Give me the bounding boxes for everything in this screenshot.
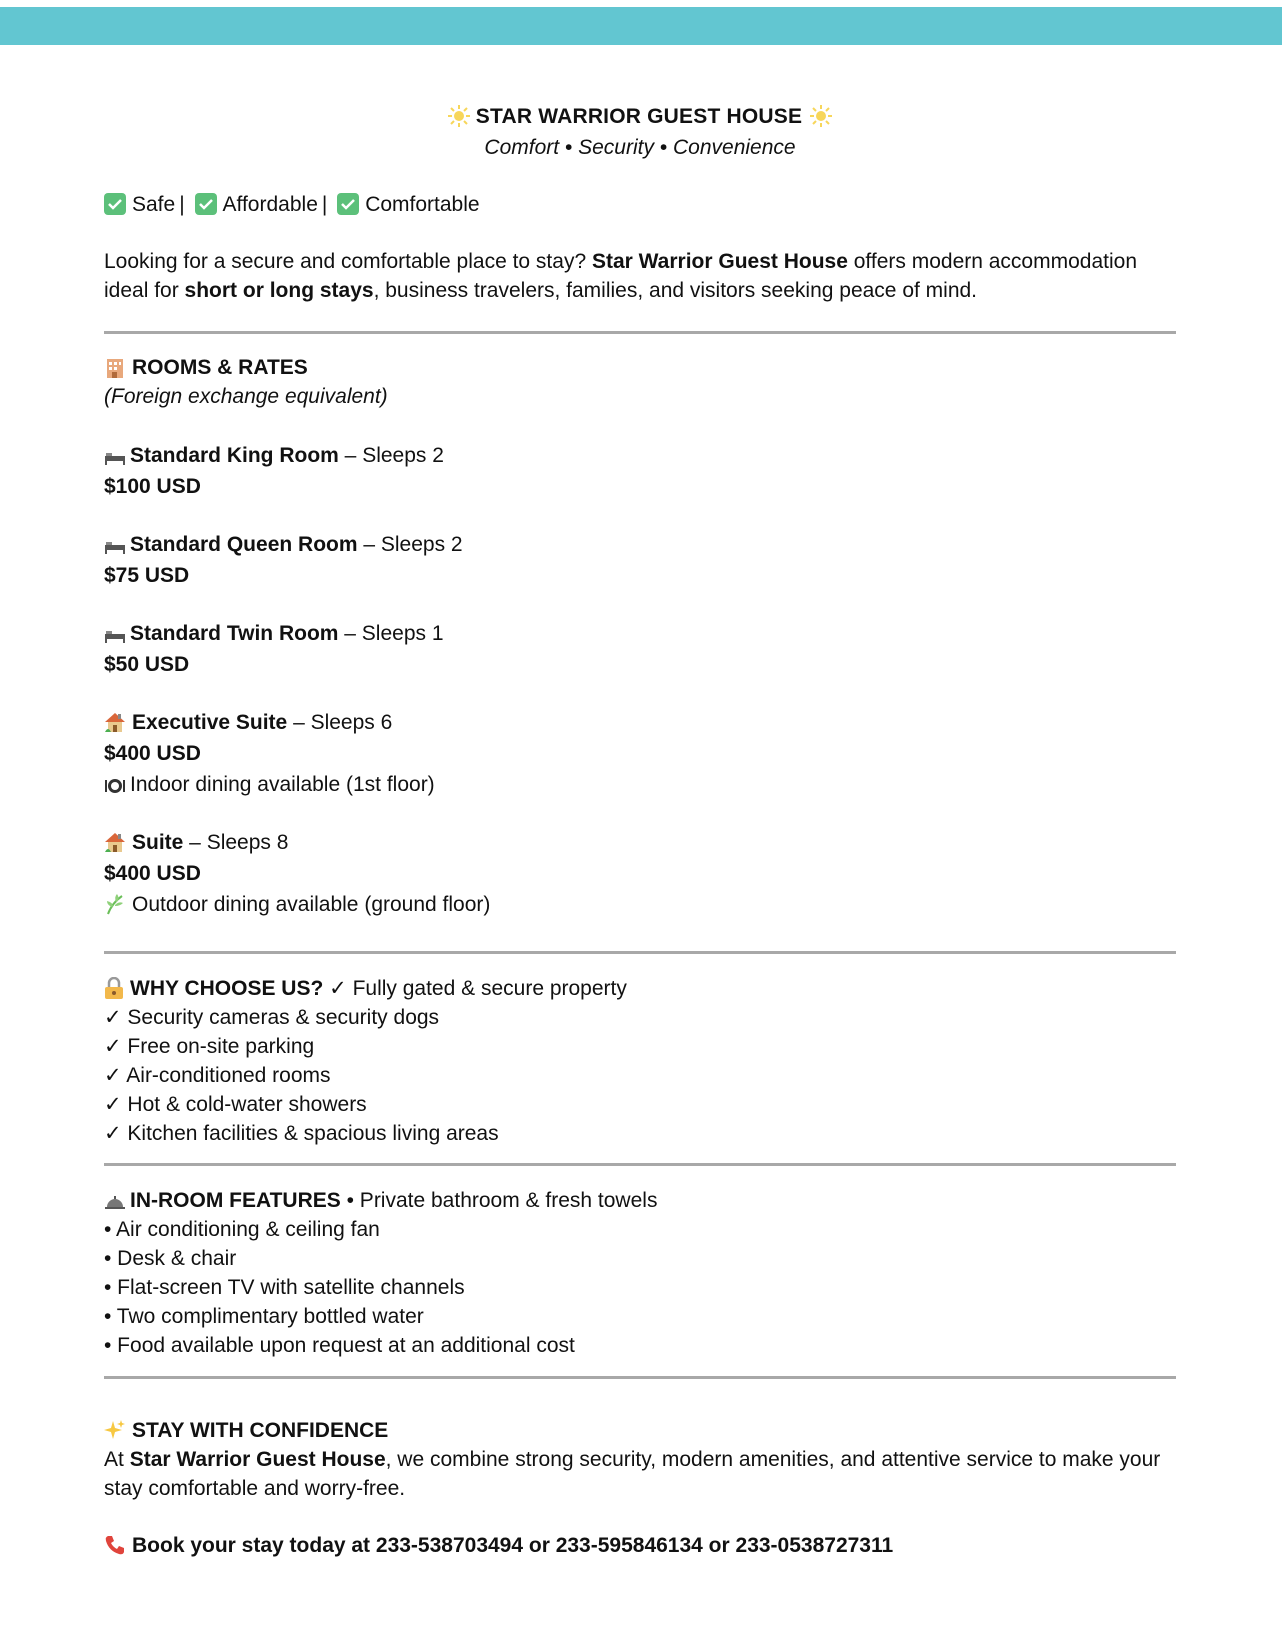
rooms-note: (Foreign exchange equivalent) [104,385,388,408]
badge-comfortable: Comfortable [365,193,480,216]
sun-icon [810,105,832,127]
bellhop-bell-icon [104,1193,126,1211]
why-heading: WHY CHOOSE US? ✓ Fully gated & secure property [104,975,627,1003]
rooms-heading: ROOMS & RATES [104,354,308,382]
herb-icon [104,893,126,915]
room-price: $75 USD [104,564,190,587]
room-price: $100 USD [104,475,201,498]
why-item: ✓ Free on-site parking [104,1035,315,1058]
booking-line: Book your stay today at 233-538703494 or 233-595846134 or 233-0538727311 [104,1532,893,1560]
tagline: Comfort • Security • Convenience [484,136,796,159]
feature-item: • Air conditioning & ceiling fan [104,1218,380,1241]
badges-row: Safe | Affordable | Comfortable [104,191,480,219]
check-box-icon [104,193,126,215]
dining-icon [104,777,126,795]
bed-icon [104,626,126,644]
why-item: ✓ Fully gated & secure property [329,977,627,1000]
feature-item: • Private bathroom & fresh towels [346,1189,658,1212]
confidence-heading: STAY WITH CONFIDENCE [104,1417,388,1445]
why-item: ✓ Air-conditioned rooms [104,1064,331,1087]
intro-paragraph: Looking for a secure and comfortable place to stay? Star Warrior Guest House offers modern accommodation ideal for short or long stays, business travelers, families, and visitors seeking peace of mind. [104,250,1137,302]
room-suite: Suite – Sleeps 8 [104,829,288,857]
room-twin: Standard Twin Room – Sleeps 1 [104,620,444,648]
house-icon [104,831,126,853]
confidence-paragraph: At Star Warrior Guest House, we combine strong security, modern amenities, and attentive service to make your stay comfortable and worry-free. [104,1448,1161,1500]
room-king: Standard King Room – Sleeps 2 [104,442,444,470]
feature-item: • Two complimentary bottled water [104,1305,424,1328]
feature-item: • Desk & chair [104,1247,237,1270]
feature-item: • Food available upon request at an additional cost [104,1334,575,1357]
badge-safe: Safe [132,193,176,216]
room-price: $50 USD [104,653,190,676]
divider [104,951,1176,954]
sun-icon [448,105,470,127]
bed-icon [104,537,126,555]
room-price: $400 USD [104,742,201,765]
title-text: STAR WARRIOR GUEST HOUSE [475,105,803,128]
bed-icon [104,448,126,466]
room-price: $400 USD [104,862,201,885]
divider [104,1376,1176,1379]
room-executive-suite: Executive Suite – Sleeps 6 [104,709,392,737]
page-title [104,103,1176,131]
top-color-band [0,7,1282,45]
room-extra: Outdoor dining available (ground floor) [104,891,490,919]
lock-icon [104,977,124,999]
features-heading: IN-ROOM FEATURES • Private bathroom & fresh towels [104,1187,657,1215]
hotel-icon [104,356,126,378]
why-item: ✓ Hot & cold-water showers [104,1093,367,1116]
check-box-icon [337,193,359,215]
feature-item: • Flat-screen TV with satellite channels [104,1276,465,1299]
check-box-icon [195,193,217,215]
house-icon [104,711,126,733]
why-item: ✓ Kitchen facilities & spacious living areas [104,1122,499,1145]
divider [104,1163,1176,1166]
sparkles-icon [104,1419,126,1441]
divider [104,331,1176,334]
badge-affordable: Affordable [222,193,318,216]
why-item: ✓ Security cameras & security dogs [104,1006,440,1029]
room-queen: Standard Queen Room – Sleeps 2 [104,531,463,559]
room-extra: Indoor dining available (1st floor) [104,771,435,799]
phone-icon [104,1534,126,1556]
